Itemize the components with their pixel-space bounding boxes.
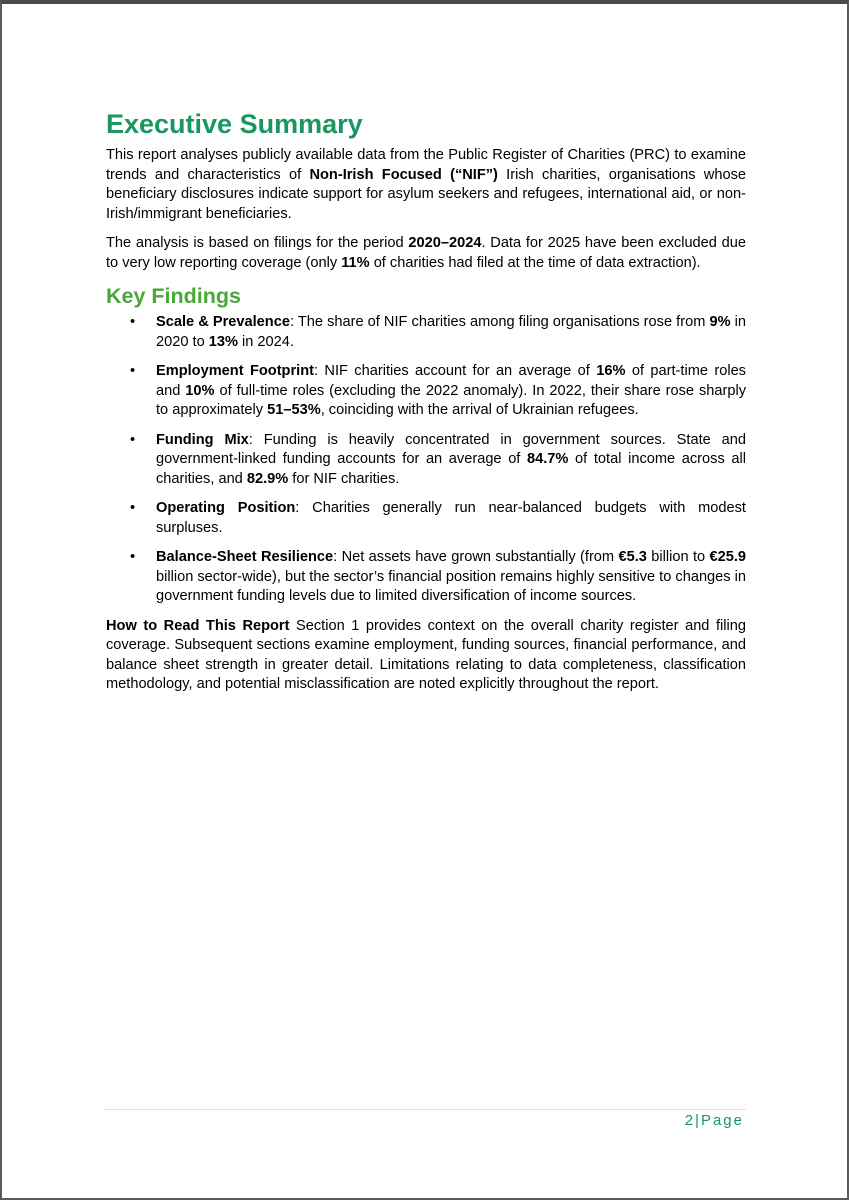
intro-paragraph-1 bbox=[106, 146, 746, 224]
finding-text: of part-time roles and bbox=[156, 363, 746, 399]
page-number-value: 2 bbox=[684, 1112, 696, 1129]
finding-bold-text: Scale & Prevalence bbox=[156, 314, 290, 330]
bullet-icon: • bbox=[130, 314, 136, 330]
finding-bold-text: Employment Footprint bbox=[156, 363, 314, 379]
finding-bold-text: 16% bbox=[596, 363, 626, 379]
key-findings-list bbox=[106, 313, 746, 607]
bullet-icon: • bbox=[130, 500, 136, 516]
finding-text: for NIF charities. bbox=[288, 470, 400, 487]
bullet-icon: • bbox=[130, 549, 136, 565]
finding-text: : NIF charities account for an average of bbox=[313, 363, 597, 379]
intro-p2-text-a: The analysis is based on filings for the period bbox=[106, 235, 409, 251]
how-to-read-paragraph bbox=[106, 617, 746, 695]
finding-item bbox=[106, 362, 746, 421]
finding-bold-text: 84.7% bbox=[527, 451, 569, 467]
finding-text: billion sector-wide), but the sector’s financial position remains highly sensitive to changes in government funding levels due to limited diversification of income sources. bbox=[156, 568, 746, 604]
how-to-read-text: Section 1 provides context on the overall charity register and filing coverage. Subsequent sections examine employment, funding sources, financial performance, and balance sheet strength in greater detail. Limitations relating to data completeness, classification methodology, and potential misclassification are noted explicitly throughout the report. bbox=[106, 617, 746, 692]
page-number bbox=[646, 1112, 744, 1129]
finding-text: of total income across all charities, and bbox=[156, 451, 746, 487]
finding-bold-text: 51–53% bbox=[267, 402, 321, 418]
finding-item bbox=[106, 548, 746, 607]
finding-text: of full-time roles (excluding the 2022 anomaly). In 2022, their share rose sharply to approximately bbox=[156, 382, 747, 418]
finding-bold-text: 13% bbox=[208, 333, 238, 350]
finding-text: billion to bbox=[646, 549, 710, 565]
finding-item bbox=[106, 499, 746, 538]
intro-p2-coverage: 11% bbox=[341, 254, 370, 271]
finding-text: : Net assets have grown substantially (from bbox=[333, 549, 619, 565]
intro-p2-text-e: of charities had filed at the time of data extraction). bbox=[369, 254, 701, 271]
finding-item bbox=[106, 431, 746, 490]
finding-bold-text: €5.3 bbox=[618, 549, 647, 565]
footer-divider bbox=[104, 1109, 746, 1110]
intro-p1-text-c: Irish charities, organisations whose beneficiary disclosures indicate support for asylum seekers and refugees, international aid, or non-Irish/immigrant beneficiaries. bbox=[106, 166, 746, 222]
finding-item bbox=[106, 313, 746, 352]
bullet-icon: • bbox=[130, 363, 136, 379]
document-body bbox=[106, 107, 746, 705]
finding-bold-text: Operating Position bbox=[156, 500, 296, 516]
finding-text: : Charities generally run near-balanced budgets with modest surpluses. bbox=[156, 500, 746, 536]
page-title: Executive Summary bbox=[106, 109, 363, 139]
intro-p2-period: 2020–2024 bbox=[408, 235, 482, 251]
finding-bold-text: Balance-Sheet Resilience bbox=[156, 549, 334, 565]
how-to-read-label: How to Read This Report bbox=[106, 617, 290, 634]
finding-bold-text: 82.9% bbox=[246, 470, 289, 487]
finding-bold-text: 10% bbox=[185, 382, 215, 399]
intro-paragraph-2 bbox=[106, 234, 746, 273]
finding-bold-text: €25.9 bbox=[709, 549, 747, 565]
intro-p1-text-a: This report analyses publicly available data from the Public Register of Charities (PRC) to examine trends and characteristics of bbox=[106, 147, 746, 183]
finding-text: , coinciding with the arrival of Ukrainian refugees. bbox=[320, 402, 639, 418]
intro-p2-text-c: . Data for 2025 have been excluded due to very low reporting coverage (only bbox=[106, 235, 747, 271]
finding-text: in 2024. bbox=[237, 333, 294, 350]
finding-text: in 2020 to bbox=[156, 314, 746, 350]
finding-bold-text: Funding Mix bbox=[156, 431, 249, 448]
page-number-label: Page bbox=[700, 1112, 744, 1129]
page-number-separator: | bbox=[695, 1112, 701, 1129]
intro-p1-bold: Non-Irish Focused (“NIF”) bbox=[309, 166, 498, 183]
key-findings-heading: Key Findings bbox=[106, 284, 241, 308]
finding-text: : The share of NIF charities among filing organisations rose from bbox=[289, 314, 710, 330]
finding-text: : Funding is heavily concentrated in government sources. State and government-linked funding accounts for an average of bbox=[156, 431, 746, 467]
finding-bold-text: 9% bbox=[709, 314, 731, 330]
bullet-icon: • bbox=[130, 431, 136, 448]
